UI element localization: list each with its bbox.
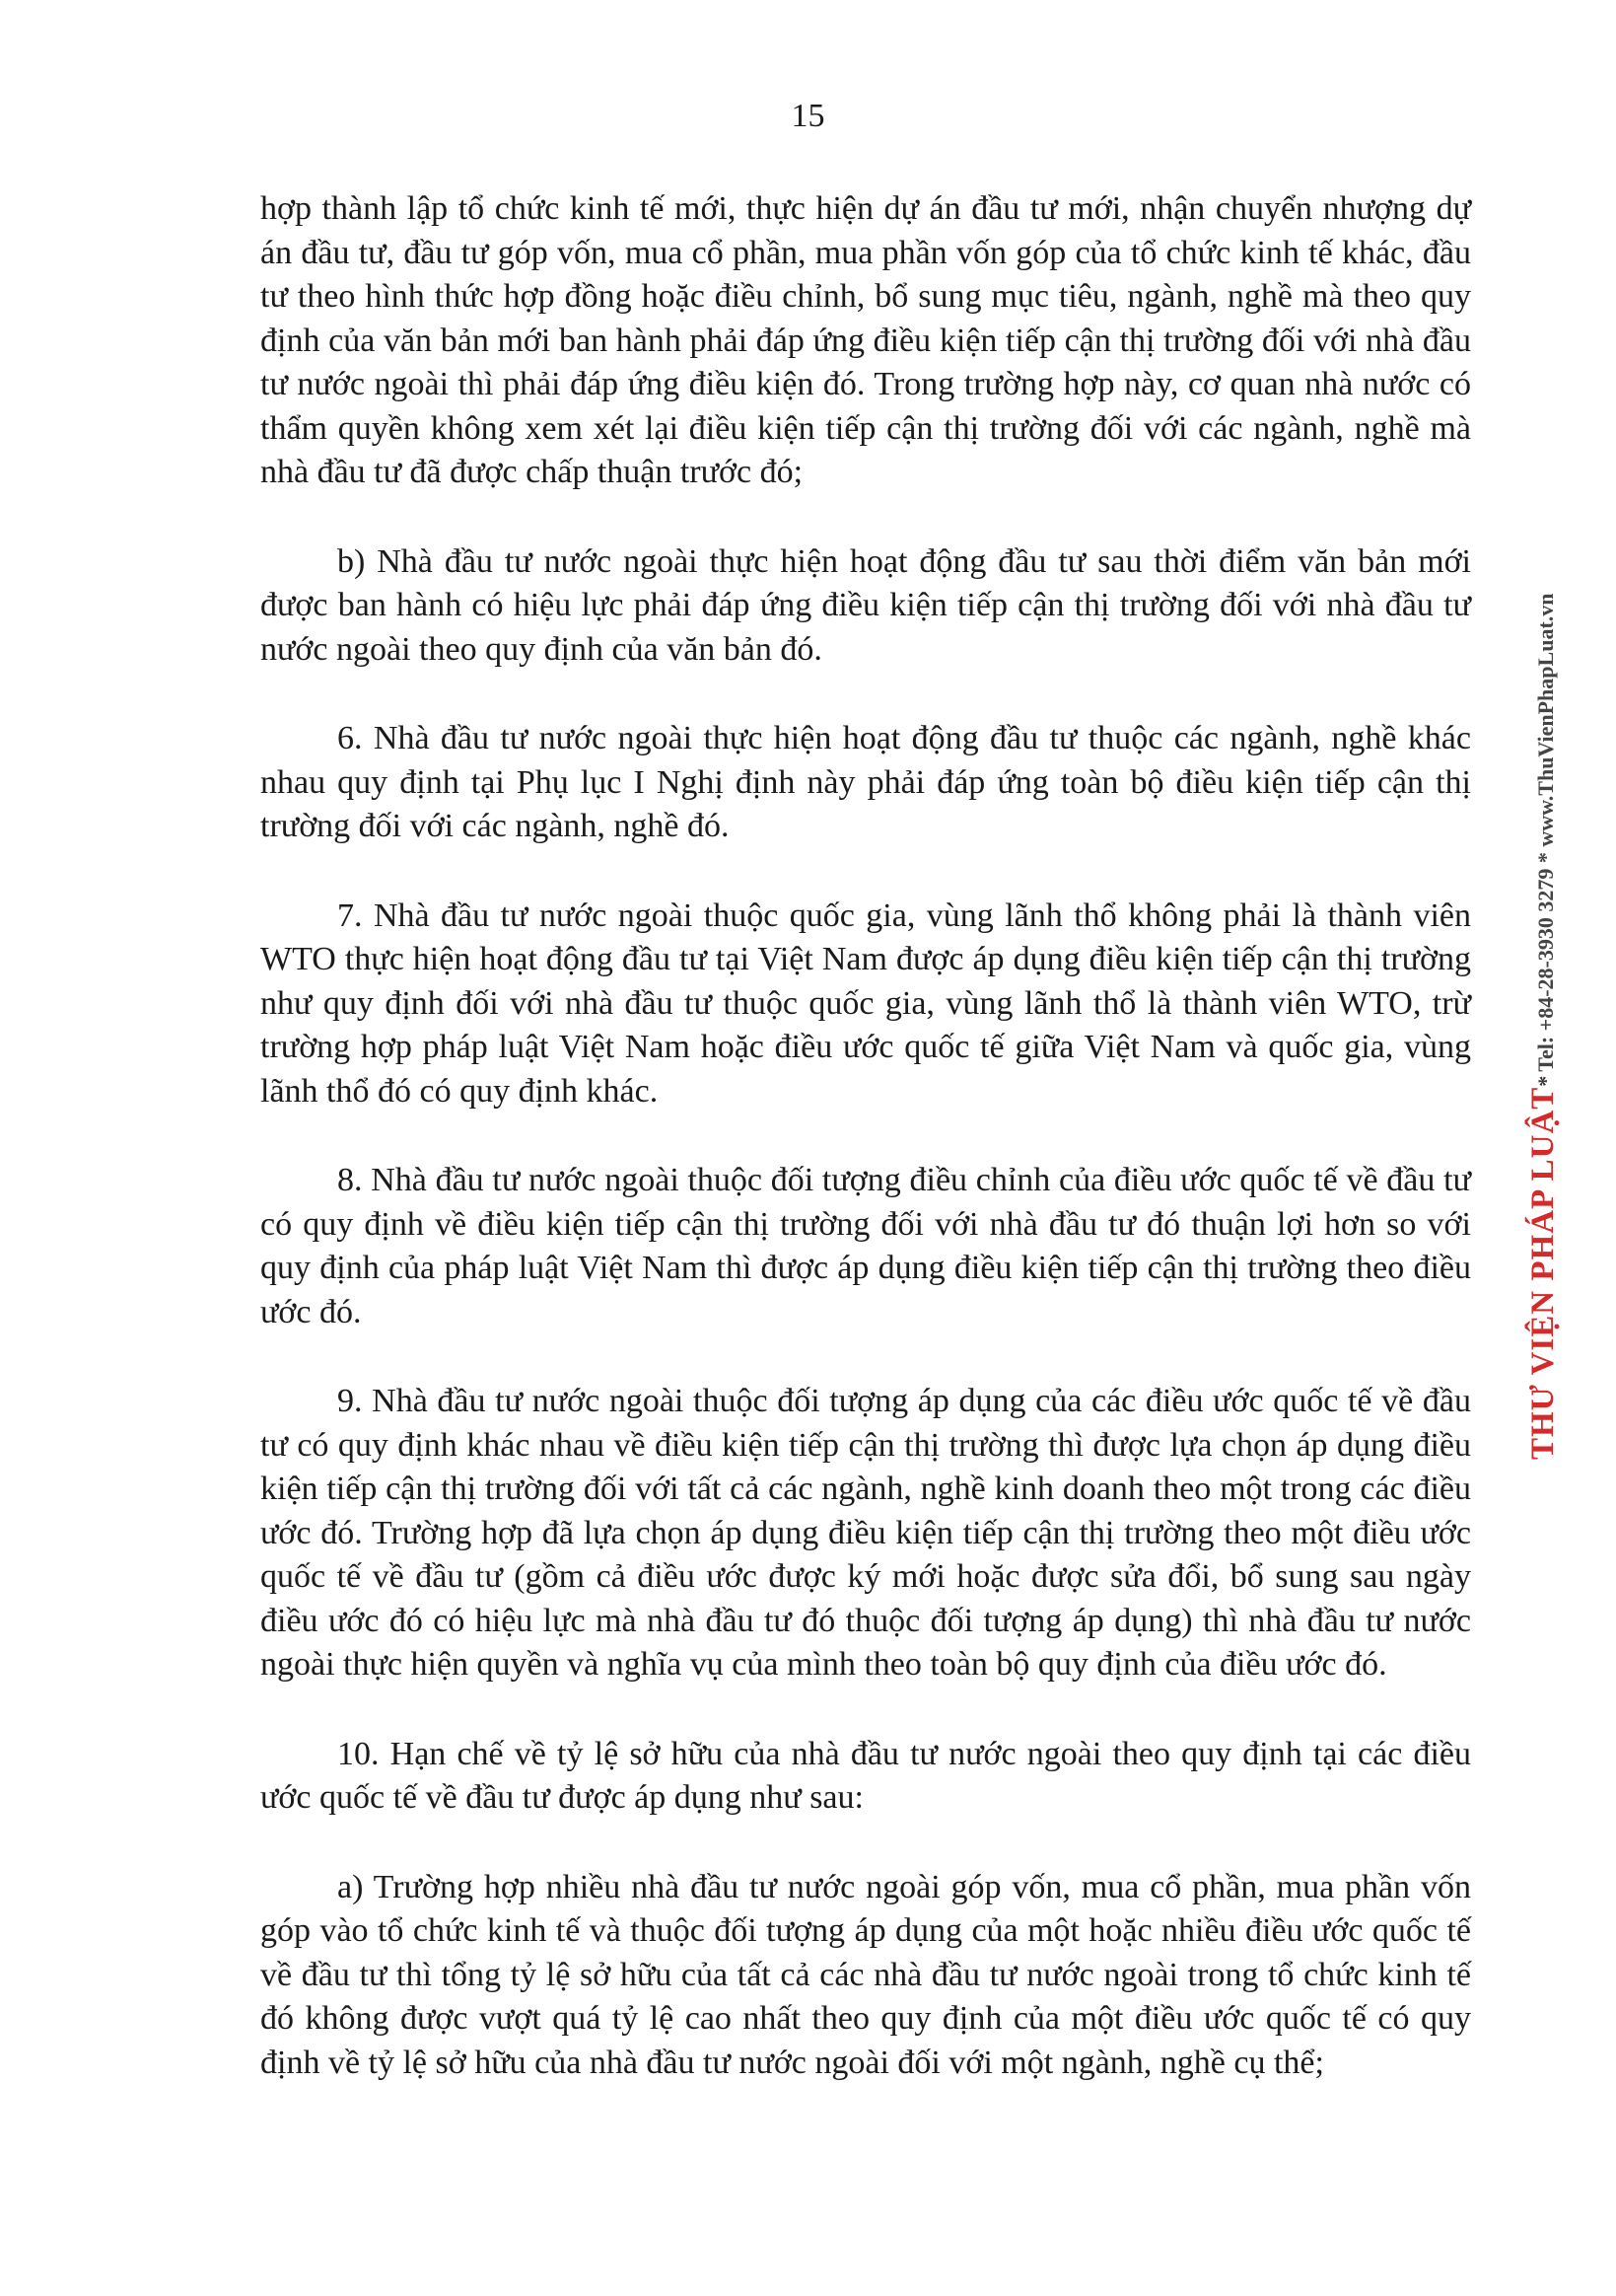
paragraph-clause-5b: b) Nhà đầu tư nước ngoài thực hiện hoạt động đầu tư sau thời điểm văn bản mới được ban hành có hiệu lực phải đáp ứng điều kiện tiếp cận thị trường đối với nhà đầu tư nước ngoài theo quy định của văn bản đó.	[260, 542, 1471, 668]
paragraph-continued: hợp thành lập tổ chức kinh tế mới, thực hiện dự án đầu tư mới, nhận chuyển nhượng dự án đầu tư, đầu tư góp vốn, mua cổ phần, mua phần vốn góp của tổ chức kinh tế khác, đầu tư theo hình thức hợp đồng hoặc điều chỉnh, bổ sung mục tiêu, ngành, nghề mà theo quy định của văn bản mới ban hành phải đáp ứng điều kiện tiếp cận thị trường đối với nhà đầu tư nước ngoài thì phải đáp ứng điều kiện đó. Trong trường hợp này, cơ quan nhà nước có thẩm quyền không xem xét lại điều kiện tiếp cận thị trường đối với các ngành, nghề mà nhà đầu tư đã được chấp thuận trước đó;	[260, 190, 1471, 490]
paragraph-clause-9: 9. Nhà đầu tư nước ngoài thuộc đối tượng áp dụng của các điều ước quốc tế về đầu tư có quy định khác nhau về điều kiện tiếp cận thị trường thì được lựa chọn áp dụng điều kiện tiếp cận thị trường đối với tất cả các ngành, nghề kinh doanh theo một trong các điều ước đó. Trường hợp đã lựa chọn áp dụng điều kiện tiếp cận thị trường theo một điều ước quốc tế về đầu tư (gồm cả điều ước được ký mới hoặc được sửa đổi, bổ sung sau ngày điều ước đó có hiệu lực mà nhà đầu tư đó thuộc đối tượng áp dụng) thì nhà đầu tư nước ngoài thực hiện quyền và nghĩa vụ của mình theo toàn bộ quy định của điều ước đó.	[260, 1383, 1471, 1683]
paragraph-clause-6: 6. Nhà đầu tư nước ngoài thực hiện hoạt động đầu tư thuộc các ngành, nghề khác nhau quy định tại Phụ lục I Nghị định này phải đáp ứng toàn bộ điều kiện tiếp cận thị trường đối với các ngành, nghề đó.	[260, 720, 1471, 844]
paragraph-clause-8: 8. Nhà đầu tư nước ngoài thuộc đối tượng điều chỉnh của điều ước quốc tế về đầu tư có quy định về điều kiện tiếp cận thị trường đối với nhà đầu tư đó thuận lợi hơn so với quy định của pháp luật Việt Nam thì được áp dụng điều kiện tiếp cận thị trường theo điều ước đó.	[260, 1162, 1471, 1330]
paragraph-clause-10a: a) Trường hợp nhiều nhà đầu tư nước ngoài góp vốn, mua cổ phần, mua phần vốn góp vào tổ chức kinh tế và thuộc đối tượng áp dụng của một hoặc nhiều điều ước quốc tế về đầu tư thì tổng tỷ lệ sở hữu của tất cả các nhà đầu tư nước ngoài trong tổ chức kinh tế đó không được vượt quá tỷ lệ cao nhất theo quy định của một điều ước quốc tế có quy định về tỷ lệ sở hữu của nhà đầu tư nước ngoài đối với một ngành, nghề cụ thể;	[260, 1868, 1471, 2081]
paragraph-clause-7: 7. Nhà đầu tư nước ngoài thuộc quốc gia, vùng lãnh thổ không phải là thành viên WTO thực hiện hoạt động đầu tư tại Việt Nam được áp dụng điều kiện tiếp cận thị trường như quy định đối với nhà đầu tư thuộc quốc gia, vùng lãnh thổ là thành viên WTO, trừ trường hợp pháp luật Việt Nam hoặc điều ước quốc tế giữa Việt Nam và quốc gia, vùng lãnh thổ đó có quy định khác.	[260, 897, 1471, 1110]
watermark-brand: THƯ VIỆN PHÁP LUẬT	[1525, 1086, 1561, 1460]
paragraph-clause-10: 10. Hạn chế về tỷ lệ sở hữu của nhà đầu tư nước ngoài theo quy định tại các điều ước quốc tế về đầu tư được áp dụng như sau:	[260, 1735, 1471, 1816]
watermark-contact: Tel: +84-28-3930 3279 * www.ThuVienPhapLuat.vn	[1533, 593, 1558, 1072]
document-body	[260, 187, 1471, 2130]
page-number: 15	[791, 98, 825, 134]
watermark-star: *	[1533, 1075, 1558, 1087]
